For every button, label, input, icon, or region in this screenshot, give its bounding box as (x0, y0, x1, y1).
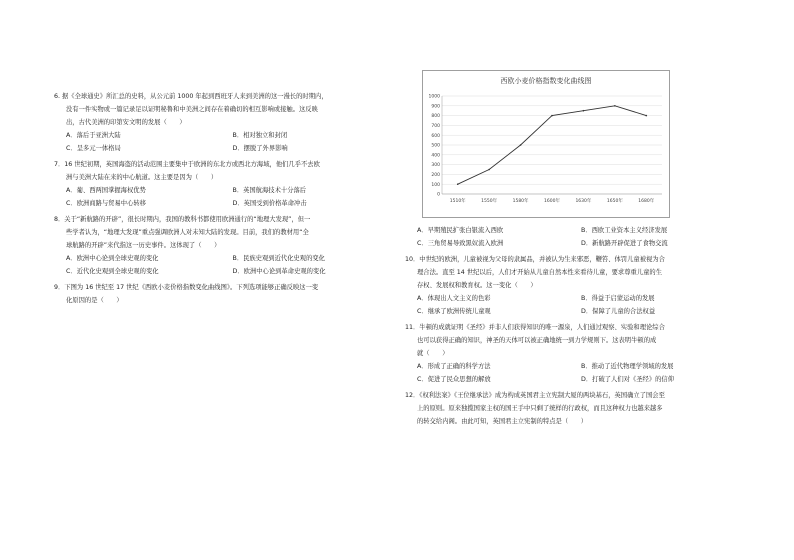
question (54, 281, 399, 307)
x-tick-label: 1630年 (575, 199, 592, 204)
y-tick-label: 400 (431, 153, 440, 159)
data-point (488, 169, 490, 171)
question-stem-line: 理合法。直至 14 世纪以后，人们才开始从儿童自然本性来看待儿童，要求尊重儿童的生 (417, 269, 663, 276)
x-tick-label: 1550年 (481, 199, 498, 204)
answer-option: B．英国航海技术十分落后 (232, 187, 307, 194)
answer-option: D．英国受到价格革命冲击 (232, 200, 307, 207)
x-tick-label: 1580年 (512, 199, 529, 204)
x-tick-label: 1510年 (449, 199, 466, 204)
question-q12 (405, 389, 745, 428)
answer-option: D．打破了人们对《圣经》的信仰 (581, 376, 675, 383)
answer-option: D．保障了儿童的合法权益 (581, 308, 656, 315)
options-grid (54, 184, 399, 210)
y-tick-label: 1000 (428, 94, 440, 100)
chart-frame (423, 71, 670, 218)
question-stem-line: 化原因的是（ ） (66, 297, 123, 304)
y-tick-label: 700 (431, 124, 440, 129)
answer-option: D．摆脱了外界影响 (232, 145, 288, 152)
answer-option: A．葡、西两国掌握海权优势 (66, 187, 146, 194)
question-stem-line: 就（ ） (417, 350, 449, 357)
answer-option: C．近代化史观到全球史观的变化 (66, 268, 159, 275)
question (54, 213, 399, 278)
answer-option: C．欧洲商路与贸易中心转移 (66, 200, 146, 207)
options-grid (405, 292, 745, 318)
question-stem-line: 上的原则。原来独揽国家主权的国王手中只剩了统样的行政权，而且这种权力也越来越多 (417, 405, 663, 412)
data-point (520, 144, 522, 146)
y-tick-label: 0 (437, 192, 440, 198)
options-grid (405, 360, 745, 386)
question-stem-line: 11．牛顿的成就证明《圣经》并非人们获得知识的唯一源泉，人们通过观察、实验和理论综合 (405, 324, 665, 331)
question-q10 (405, 253, 745, 318)
question-stem-line: 9．下图为 16 世纪至 17 世纪《西欧小麦价格指数变化曲线图》。下列选项能够正确反映这一变 (54, 284, 319, 291)
answer-option: A．体现出人文主义的色彩 (417, 295, 491, 302)
data-point (551, 115, 553, 117)
data-point (614, 105, 616, 107)
chart-title: 西欧小麦价格指数变化曲线图 (500, 77, 592, 85)
question-stem-line: 7．16 世纪初期，英国海盗的活动范围主要集中于欧洲的东北方或西北方海域，他们几乎不去欧 (54, 161, 320, 168)
data-point (645, 115, 647, 117)
question-stem-line: 球航路的开辟”来代指这一历史事件。这体现了（ ） (66, 242, 221, 249)
answer-option: B．得益于启蒙运动的发展 (581, 295, 655, 302)
answer-option: D．新航路开辟促进了食物交流 (581, 240, 668, 247)
answer-option: C．促进了民众思想的解放 (417, 376, 491, 383)
y-tick-label: 300 (431, 163, 440, 169)
answer-option: C．呈多元一体格局 (66, 145, 121, 152)
answer-option: B．民族史观到近代化史观的变化 (232, 255, 325, 262)
question (54, 158, 399, 210)
x-tick-label: 1650年 (606, 199, 623, 204)
question-stem-line: 没有一件实物或一篇记录足以证明秘鲁和中美洲之间存在着确切的相互影响或接触。这反映 (66, 106, 318, 113)
answer-option: A．落后于亚洲大陆 (66, 132, 121, 139)
question-stem-line: 些学者认为，“地理大发现”重点强调欧洲人对未知大陆的发现。目前，我们的教材用“全 (66, 229, 309, 236)
question-q11 (405, 321, 745, 386)
answer-option: A．早期殖民扩张白银流入西欧 (417, 227, 504, 234)
x-tick-label: 1600年 (544, 199, 560, 204)
y-tick-label: 800 (431, 114, 440, 120)
chart-svg (422, 70, 670, 218)
y-tick-label: 100 (431, 182, 440, 188)
answer-option: B．推动了近代物理学领域的发展 (581, 363, 674, 370)
answer-option: C．继承了欧洲传统儿童观 (417, 308, 491, 315)
question (54, 90, 399, 155)
y-tick-label: 600 (431, 133, 440, 139)
answer-option: A．欧洲中心论到全球史观的变化 (66, 255, 159, 262)
y-tick-label: 200 (431, 173, 440, 178)
question-stem-line: 存权、发展权和教育权。这一变化（ ） (417, 282, 537, 289)
question-stem-line: 10．中世纪的欧洲，儿童被视为父母的隶属品，并被认为生来邪恶，鞭笞、体罚儿童被视为合 (405, 256, 665, 263)
q9-options (405, 224, 745, 250)
right-column (405, 224, 745, 431)
answer-option: B．相对独立和封闭 (232, 132, 288, 139)
left-column (54, 90, 399, 310)
question-stem-line: 出，古代美洲的印第安文明的发展（ ） (66, 119, 186, 126)
x-tick-label: 1680年 (638, 199, 655, 204)
options-grid (54, 129, 399, 155)
question-stem-line: 也可以获得正确的知识，神圣的天体可以被正确地统一到力学规则下。这表明牛顿的成 (417, 337, 657, 344)
question-stem-line: 8．关于“新航路的开辟”，很长时期内，我国的教科书都使用欧洲通行的“地理大发现”，但一 (54, 216, 311, 223)
y-tick-label: 900 (431, 104, 440, 110)
wheat-price-chart (422, 70, 670, 218)
answer-option: A．形成了正确的科学方法 (417, 363, 491, 370)
data-point (457, 183, 459, 185)
answer-option: D．欧洲中心论到革命史观的变化 (232, 268, 326, 275)
question-stem-line: 的转交给内阁。由此可知，英国君主立宪制的特点是（ ） (417, 418, 588, 425)
question-stem-line: 12．《权利法案》《王位继承法》成为构成英国君主立宪制大厦的两块基石，英国确立了国会至 (405, 392, 665, 399)
y-tick-label: 500 (431, 143, 440, 149)
options-grid (54, 252, 399, 278)
answer-option: B．西欧工业资本主义经济发展 (581, 227, 668, 234)
data-point (583, 110, 585, 112)
question-stem-line: 洲与美洲大陆在来的中心航道。这主要是因为（ ） (66, 174, 218, 181)
question-stem-line: 6. 据《全球通史》所汇总的史料，从公元前 1000 年起到西班牙人来到美洲的这一漫长的时期内， (54, 93, 328, 100)
answer-option: C．三角贸易导致黑奴流入欧洲 (417, 240, 504, 247)
